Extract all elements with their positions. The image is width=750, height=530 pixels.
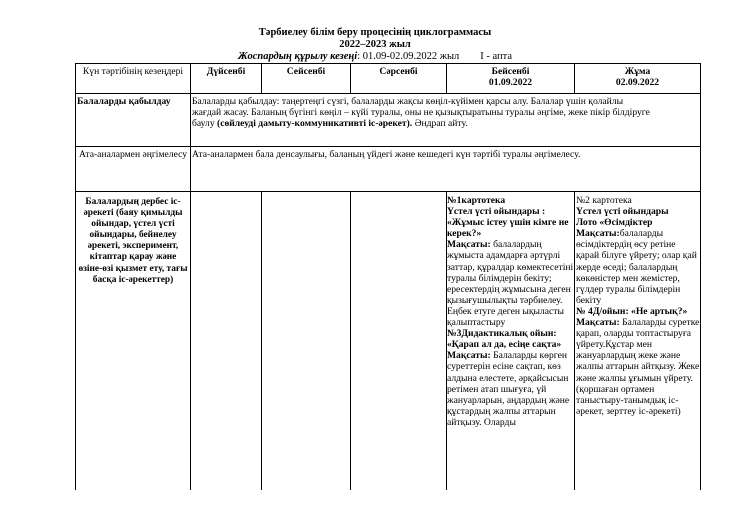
reception-text-end: Әндрап айту.: [412, 118, 468, 130]
thursday-day: Бейсенбі: [491, 66, 530, 77]
period-label: Жоспардың құрылу кезеңі: [237, 51, 358, 62]
row-label-reception: Балаларды қабылдау: [77, 96, 171, 107]
card4-goal-label: Мақсаты:: [576, 317, 620, 329]
document-title: Тәрбиелеу білім беру процесінің циклограммасы: [258, 27, 492, 38]
row-label-activities: Балалардың дербес іс-әрекеті (баяу қимылды ойындар, үстел үсті ойындары, бейнелеу әрекеті, эксперимент, кітаптар қарау және өзіне-өзі қызмет ету, тағы басқа іс-әрекеттер): [78, 197, 188, 285]
card1-goal-label: Мақсаты:: [447, 239, 491, 251]
card3-game-name: «Қарап ал да, есіңе сақта»: [447, 339, 562, 351]
card1-title: №1картотека: [447, 195, 506, 206]
card2-game-type: Үстел үсті ойындары: [576, 206, 669, 218]
plan-period: [0, 51, 750, 63]
thursday-activities: [447, 195, 574, 489]
card3-title: №3Дидактикалық ойын:: [447, 328, 557, 340]
card4-goal-text: Балаларды суретке қарап, оларды топтастыруға үйрету.Құстар мен жануарлардың жеке және жалпы аттарын айтқызу. Жеке және жалпы ұғымын үйрету.: [576, 317, 700, 384]
row-label-parents: Ата-аналармен әңгімелесу: [78, 149, 188, 160]
reception-text: [192, 96, 652, 129]
col-header-thursday: [448, 66, 573, 88]
document-year: 2022–2023 жыл: [339, 39, 411, 50]
week-label: I - апта: [480, 51, 513, 62]
card4-goal: [576, 317, 700, 384]
card2-goal-text: балаларды өсімдіктердің өсу ретіне қарай білуге үйрету; олар қай жерде өседі; балалардың көкөністер мен жемістер, гүлдер туралы білімдерін бекіту: [576, 228, 697, 306]
card2-game-name: Лото «Өсімдіктер: [576, 217, 653, 229]
card1-goal-text: балалардың жұмыста адамдарға әртүрлі заттар, құралдар көмектесетіні туралы білімдерін бекіту; ересектердің жұмысына деген қызығушылықты тәрбиелеу. Еңбек етуге деген ықыласты қалыптастыру: [447, 239, 574, 329]
reception-text-bold: (сөйлеуді дамыту-коммуникативті іс-әрекет).: [217, 118, 413, 130]
col-header-tuesday: Сейсенбі: [286, 66, 326, 77]
card2-title: №2 картотека: [576, 195, 632, 206]
card1-game-name: «Жұмыс істеу үшін кімге не керек?»: [447, 217, 569, 240]
card1-goal: [447, 239, 574, 328]
col-header-stages: Күн тәртібінің кезеңдері: [82, 66, 184, 77]
friday-date: 02.09.2022: [615, 77, 660, 89]
card4-title: № 4Д/ойын: «Не артық?»: [576, 305, 688, 317]
period-value: : 01.09-02.09.2022 жыл: [357, 51, 460, 62]
card4-note: (қоршаған ортамен таныстыру-танымдық іс-әрекет, зерттеу іс-әрекеті): [576, 383, 681, 417]
col-header-monday: Дүйсенбі: [206, 66, 246, 77]
friday-activities: [576, 195, 700, 489]
card2-goal: [576, 228, 700, 306]
reception-text-main: Балаларды қабылдау: таңертеңгі сүзгі, балаларды жақсы көңіл-күйімен қарсы алу. Балалар үшін қолайлы жағдай жасау. Баланың бүгінгі көңіл – күйі туралы, оны не қызықтыратыны туралы әңгіме, жеке пікір білдіруге баулу: [192, 96, 650, 130]
friday-day: Жұма: [624, 66, 651, 77]
card1-game-type: Үстел үсті ойындары :: [447, 206, 546, 218]
card2-goal-label: Мақсаты:: [576, 228, 620, 240]
col-header-friday: [576, 66, 699, 88]
parents-text: Ата-аналармен бала денсаулығы, баланың үйдегі және кешедегі күн тәртібі туралы әңгімелесу.: [192, 149, 581, 160]
card3-goal-text: Балаларды көрген суреттерін есіне сақтап, көз алдына елестете, әрқайсысын ретімен атап шығуға, үй жануарларын, аңдардың және құстардың жалпы аттарын айтқызу. Оларды: [447, 350, 570, 428]
col-header-wednesday: Сәрсенбі: [379, 66, 418, 77]
card3-goal: [447, 350, 574, 428]
card3-goal-label: Мақсаты:: [447, 350, 491, 362]
thursday-date: 01.09.2022: [488, 77, 533, 89]
